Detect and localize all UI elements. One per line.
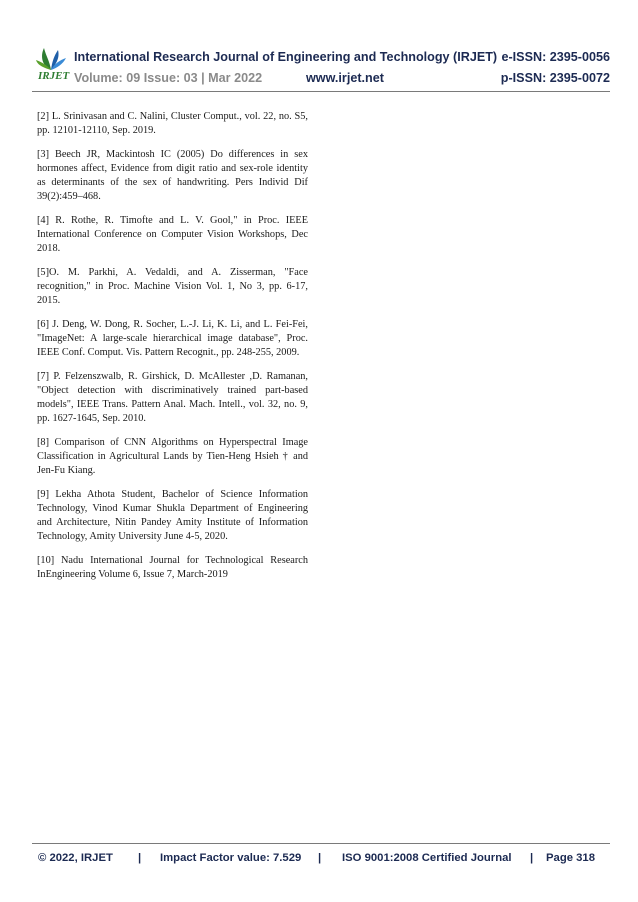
reference-item: [9] Lekha Athota Student, Bachelor of Science Information Technology, Vinod Kumar Shukla Department of Engineering and Architecture, Nitin Pandey Amity Institute of Information Technology, Amity University June 4-5, 2020. [37,489,308,542]
reference-item: [10] Nadu International Journal for Technological Research InEngineering Volume 6, Issue 7, March-2019 [37,555,308,580]
footer-separator: | [138,852,142,864]
reference-item: [2] L. Srinivasan and C. Nalini, Cluster Comput., vol. 22, no. S5, pp. 12101-12110, Sep. 2019. [37,111,308,136]
footer-divider [32,843,610,844]
impact-factor: Impact Factor value: 7.529 [160,852,302,864]
journal-website[interactable]: www.irjet.net [306,71,384,85]
footer-separator: | [318,852,322,864]
volume-issue: Volume: 09 Issue: 03 | Mar 2022 [74,71,263,85]
page-header [32,44,610,94]
journal-title: International Research Journal of Engineering and Technology (IRJET) [74,50,498,64]
reference-item: [5]O. M. Parkhi, A. Vedaldi, and A. Zisserman, "Face recognition," in Proc. Machine Vision Vol. 1, No 3, pp. 6-17, 2015. [37,267,308,306]
reference-item: [8] Comparison of CNN Algorithms on Hyperspectral Image Classification in Agricultural Lands by Tien-Heng Hsieh † and Jen-Fu Kiang. [37,437,308,476]
eissn: e-ISSN: 2395-0056 [501,50,610,64]
reference-list [37,110,308,592]
footer-separator: | [530,852,534,864]
page-number: Page 318 [546,852,595,864]
reference-item: [6] J. Deng, W. Dong, R. Socher, L.-J. Li, K. Li, and L. Fei-Fei, "ImageNet: A large-scale hierarchical image database", Proc. IEEE Conf. Comput. Vis. Pattern Recognit., pp. 248-255, 2009. [37,319,308,358]
pissn: p-ISSN: 2395-0072 [500,71,610,85]
page-footer [32,852,610,868]
iso-certification: ISO 9001:2008 Certified Journal [342,852,512,864]
reference-item: [4] R. Rothe, R. Timofte and L. V. Gool," in Proc. IEEE International Conference on Computer Vision Workshops, Dec 2018. [37,215,308,254]
logo-wordmark: IRJET [38,70,70,82]
header-divider [32,91,610,92]
reference-item: [7] P. Felzenszwalb, R. Girshick, D. McAllester ,D. Ramanan, "Object detection with discriminatively trained part-based models", IEEE Trans. Pattern Anal. Mach. Intell., vol. 32, no. 9, pp. 1627-1645, Sep. 2010. [37,371,308,424]
reference-item: [3] Beech JR, Mackintosh IC (2005) Do differences in sex hormones affect, Evidence from digit ratio and sex-role identity as determinants of the sex of handwriting. Pers Individ Dif 39(2):459–468. [37,149,308,202]
copyright: © 2022, IRJET [38,852,113,864]
